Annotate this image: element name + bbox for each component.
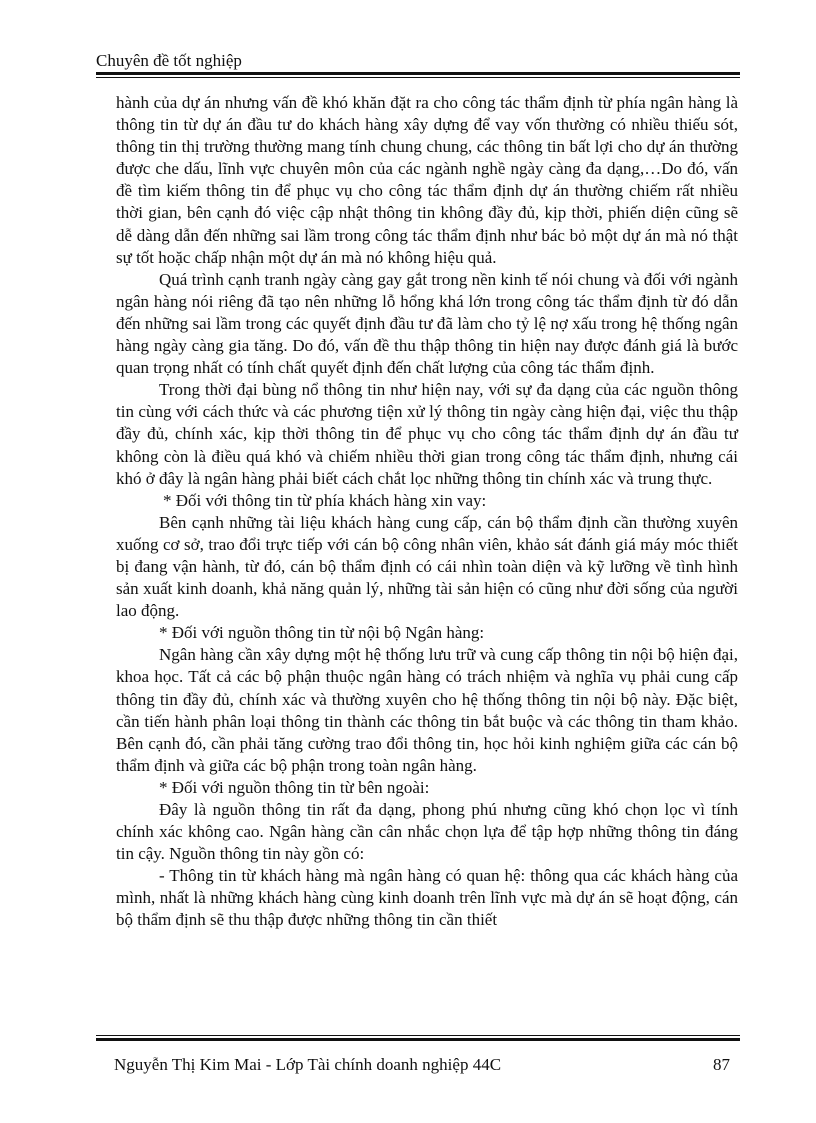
paragraph-continuation: hành của dự án nhưng vấn đề khó khăn đặt ra cho công tác thẩm định từ phía ngân hàng là thông tin từ dự án đầu tư do khách hàng xây dựng để vay vốn thường có nhiều thiếu sót, thông tin thị trường thường mang tính chung chung, các thông tin bất lợi cho dự án thường được che dấu, lĩnh vực chuyên môn của các ngành nghề ngày càng đa dạng,…Do đó, vấn đề tìm kiếm thông tin để phục vụ cho công tác thẩm định dự án thường chiếm rất nhiều thời gian, bên cạnh đó việc cập nhật thông tin không đầy đủ, kịp thời, phiến diện cũng sẽ dễ dàng dẫn đến những sai lầm trong công tác thẩm định như bác bỏ một dự án mà nó thật sự tốt hoặc chấp nhận một dự án mà nó không hiệu quả. — [116, 93, 738, 267]
footer-rule-thin — [96, 1035, 740, 1036]
section-heading-internal-info: * Đối với nguồn thông tin từ nội bộ Ngân hàng: — [159, 623, 485, 643]
paragraph: Đây là nguồn thông tin rất đa dạng, phong phú nhưng cũng khó chọn lọc vì tính chính xác không cao. Ngân hàng cần cân nhắc chọn lựa để tập hợp những thông tin đáng tin cậy. Nguồn thông tin này gồn có: — [116, 800, 738, 864]
section-heading-customer-info: * Đối với thông tin từ phía khách hàng xin vay: — [163, 490, 487, 510]
body-text — [116, 92, 738, 932]
paragraph: Quá trình cạnh tranh ngày càng gay gắt trong nền kinh tế nói chung và đối với ngành ngân hàng nói riêng đã tạo nên những lỗ hổng khá lớn trong công tác thẩm định từ đó dẫn đến những sai lầm trong các quyết định đầu tư đã làm cho tỷ lệ nợ xấu trong hệ thống ngân hàng ngày càng gia tăng. Do đó, vấn đề thu thập thông tin hiện nay được đánh giá là bước quan trọng nhất có tính chất quyết định đến chất lượng của công tác thẩm định. — [116, 269, 738, 378]
header-rule-thick — [96, 72, 740, 75]
footer-author: Nguyễn Thị Kim Mai - Lớp Tài chính doanh nghiệp 44C — [114, 1055, 502, 1074]
paragraph: Trong thời đại bùng nổ thông tin như hiện nay, với sự đa dạng của các nguồn thông tin cùng với cách thức và các phương tiện xử lý thông tin ngày càng hiện đại, việc thu thập đầy đủ, chính xác, kịp thời thông tin để phục vụ cho công tác thẩm định dự án đầu tư không còn là điều quá khó và chiếm nhiều thời gian trong công tác thẩm định, nhưng cái khó ở đây là ngân hàng phải biết cách chắt lọc những thông tin chính xác và trung thực. — [116, 380, 738, 488]
paragraph: Bên cạnh những tài liệu khách hàng cung cấp, cán bộ thẩm định cần thường xuyên xuống cơ sở, trao đổi trực tiếp với cán bộ công nhân viên, khảo sát đánh giá máy móc thiết bị đang vận hành, từ đó, cán bộ thẩm định có cái nhìn toàn diện và kỹ lưỡng về tình hình sản xuất kinh doanh, khả năng quản lý, những tài sản hiện có cũng như đời sống của người lao động. — [116, 512, 738, 621]
paragraph: Ngân hàng cần xây dựng một hệ thống lưu trữ và cung cấp thông tin nội bộ hiện đại, khoa học. Tất cả các bộ phận thuộc ngân hàng có trách nhiệm và nghĩa vụ phải cung cấp thông tin đầy đủ, chính xác và thường xuyên cho hệ thống thông tin nội bộ này. Đặc biệt, cần tiến hành phân loại thông tin thành các thông tin bắt buộc và các thông tin tham khảo. Bên cạnh đó, cần phải tăng cường trao đổi thông tin, học hỏi kinh nghiệm giữa các cán bộ thẩm định và giữa các bộ phận trong toàn ngân hàng. — [116, 645, 738, 775]
page-header-title: Chuyên đề tốt nghiệp — [96, 51, 242, 70]
list-item: - Thông tin từ khách hàng mà ngân hàng có quan hệ: thông qua các khách hàng của mình, nhất là những khách hàng cùng kinh doanh trên lĩnh vực mà dự án sẽ hoạt động, cán bộ thẩm định sẽ thu thập được những thông tin cần thiết — [116, 866, 738, 930]
document-page — [96, 34, 740, 1109]
section-heading-external-info: * Đối với nguồn thông tin từ bên ngoài: — [159, 777, 430, 797]
header-rule-thin — [96, 77, 740, 78]
footer-rule-thick — [96, 1038, 740, 1041]
page-number: 87 — [713, 1055, 730, 1074]
